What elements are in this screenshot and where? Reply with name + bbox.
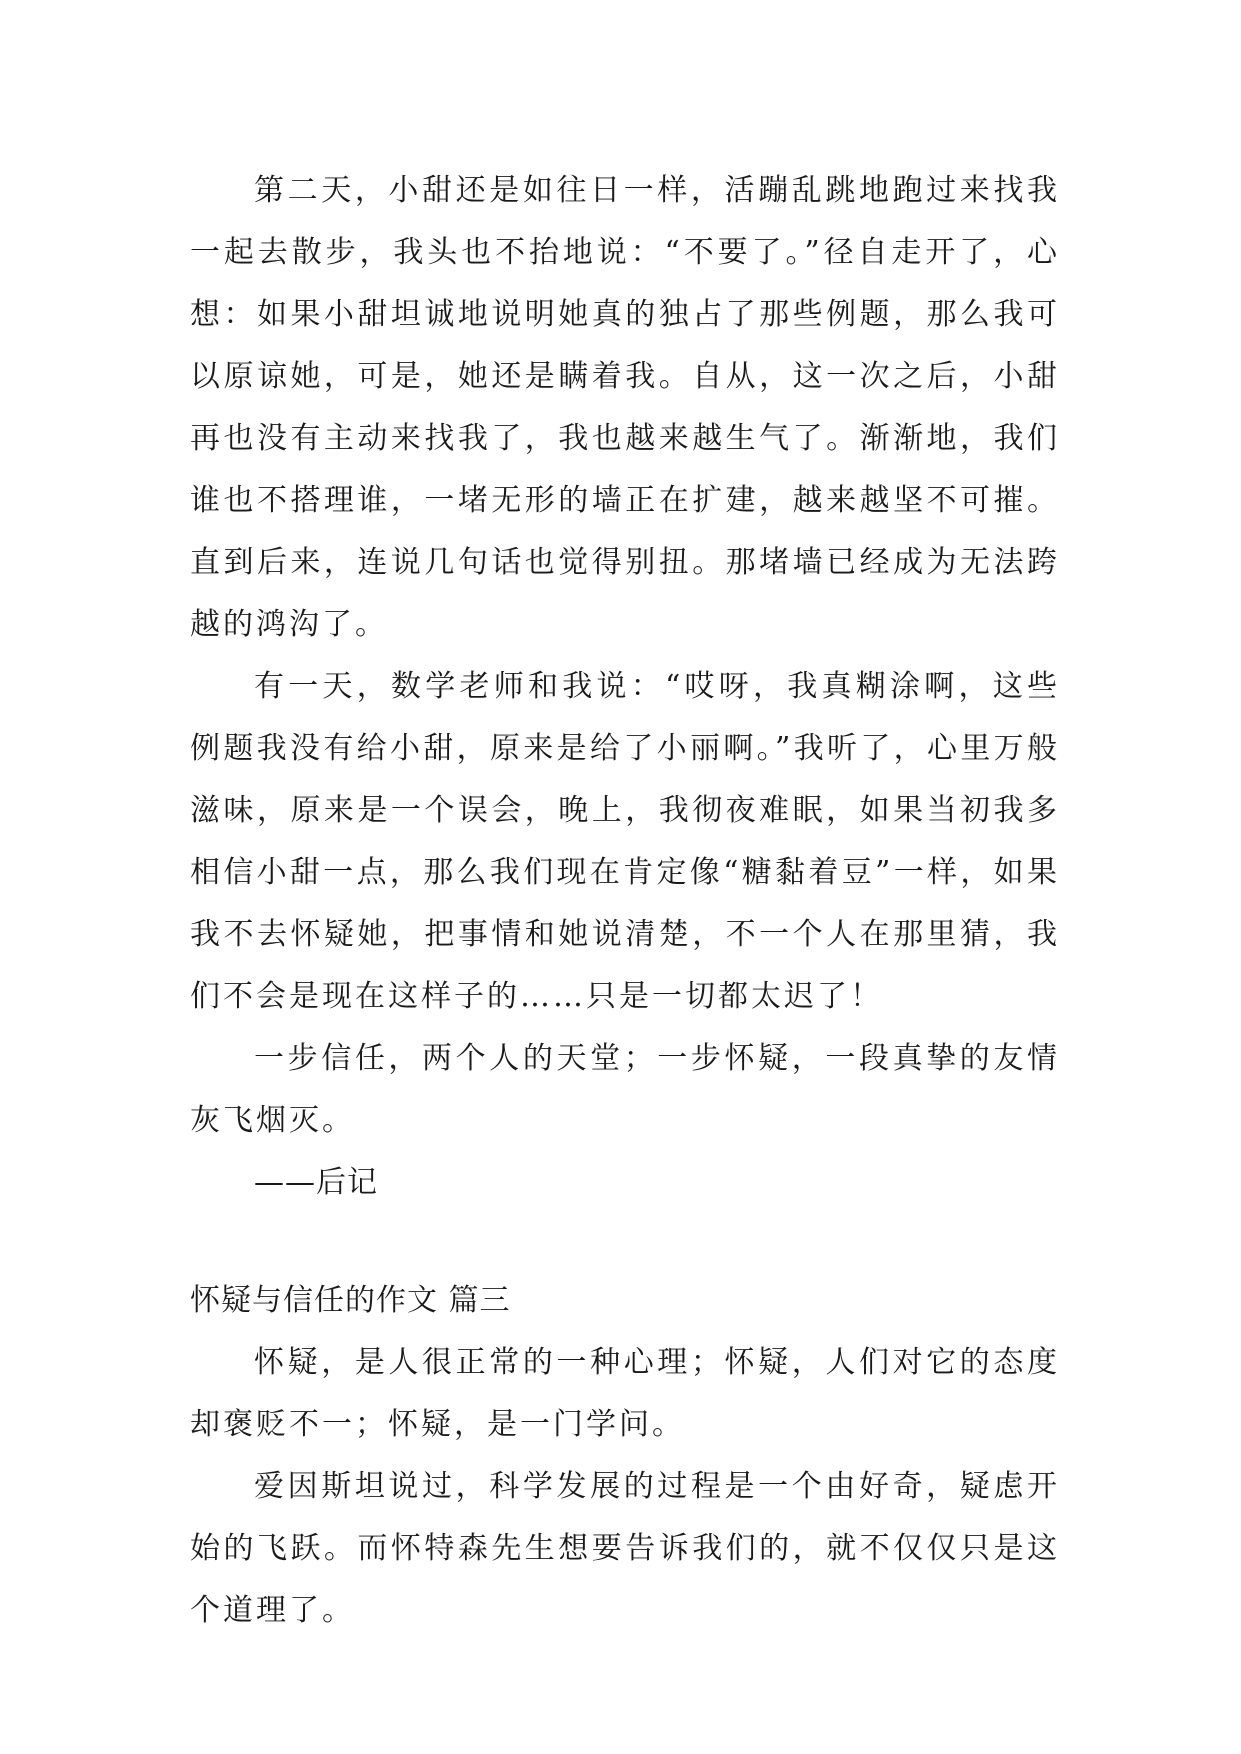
paragraph: 有一天，数学老师和我说：“哎呀，我真糊涂啊，这些例题我没有给小甜，原来是给了小丽啊。”我听了，心里万般滋味，原来是一个误会，晚上，我彻夜难眠，如果当初我多相信小甜一点，那么我们现在肯定像“糖黏着豆”一样，如果我不去怀疑她，把事情和她说清楚，不一个人在那里猜，我们不会是现在这样子的……只是一切都太迟了！ [190, 669, 1060, 1014]
signature: ——后记 [254, 1165, 378, 1200]
paragraph: 爱因斯坦说过，科学发展的过程是一个由好奇，疑虑开始的飞跃。而怀特森先生想要告诉我们的，就不仅仅只是这个道理了。 [190, 1469, 1060, 1628]
paragraph: 第二天，小甜还是如往日一样，活蹦乱跳地跑过来找我一起去散步，我头也不抬地说：“不要了。”径自走开了，心想：如果小甜坦诚地说明她真的独占了那些例题，那么我可以原谅她，可是，她还是瞒着我。自从，这一次之后，小甜再也没有主动来找我了，我也越来越生气了。渐渐地，我们谁也不搭理谁，一堵无形的墙正在扩建，越来越坚不可摧。直到后来，连说几句话也觉得别扭。那堵墙已经成为无法跨越的鸿沟了。 [190, 173, 1060, 642]
paragraph: 一步信任，两个人的天堂；一步怀疑，一段真挚的友情灰飞烟灭。 [190, 1041, 1060, 1138]
document-body [190, 160, 1060, 1642]
paragraph: 怀疑，是人很正常的一种心理；怀疑，人们对它的态度却褒贬不一；怀疑，是一门学问。 [190, 1345, 1060, 1442]
section-title: 怀疑与信任的作文 篇三 [190, 1283, 511, 1318]
